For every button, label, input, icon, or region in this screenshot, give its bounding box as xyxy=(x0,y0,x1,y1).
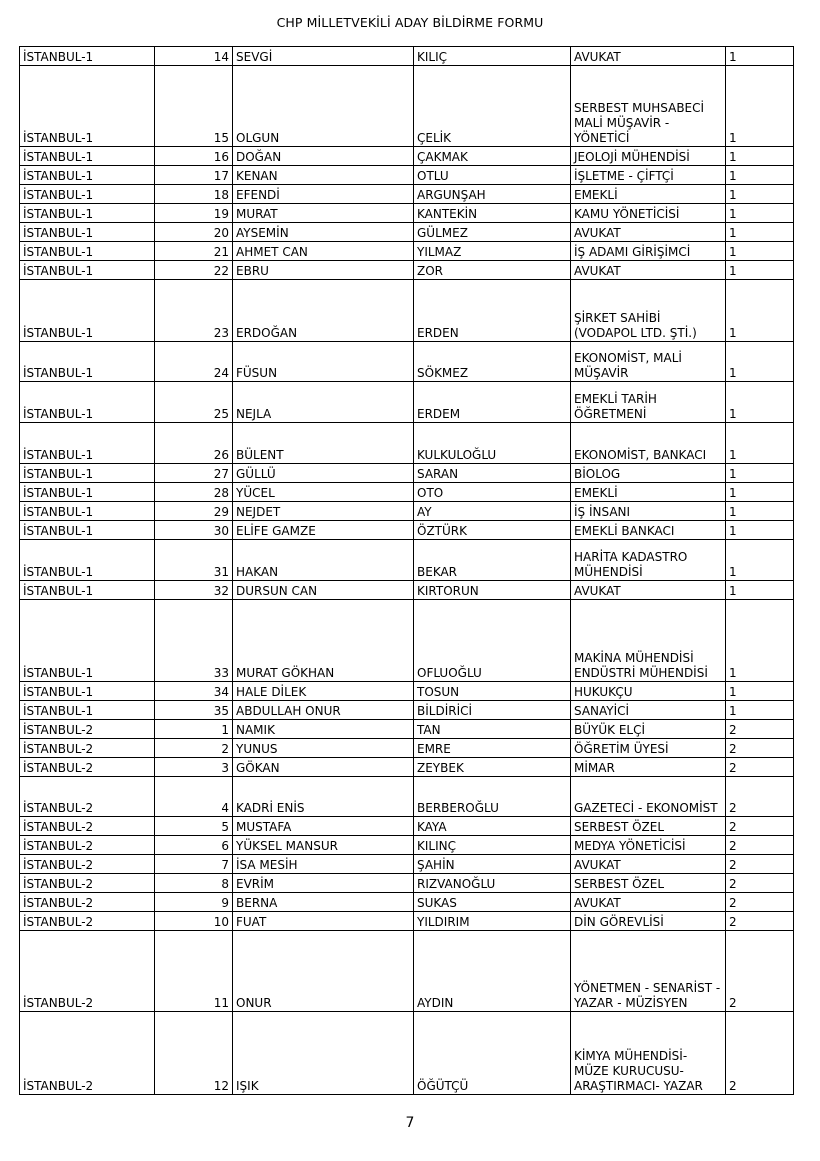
occupation-cell: AVUKAT xyxy=(571,261,726,280)
last-name-cell: EMRE xyxy=(414,739,571,758)
region-cell: İSTANBUL-2 xyxy=(20,893,155,912)
number-cell: 16 xyxy=(155,147,233,166)
region-cell: İSTANBUL-1 xyxy=(20,382,155,423)
table-row xyxy=(20,720,794,739)
occupation-cell: AVUKAT xyxy=(571,47,726,66)
first-name-cell: YUNUS xyxy=(233,739,414,758)
occupation-cell: EMEKLİ xyxy=(571,483,726,502)
occupation-cell: EMEKLİ xyxy=(571,185,726,204)
last-name-cell: SÖKMEZ xyxy=(414,342,571,382)
candidate-table xyxy=(19,46,794,1095)
occupation-cell: EKONOMİST, MALİ MÜŞAVİR xyxy=(571,342,726,382)
occupation-cell: MEDYA YÖNETİCİSİ xyxy=(571,836,726,855)
occupation-cell: BİOLOG xyxy=(571,464,726,483)
first-name-cell: AYSEMİN xyxy=(233,223,414,242)
number-cell: 1 xyxy=(155,720,233,739)
table-row xyxy=(20,874,794,893)
region-cell: İSTANBUL-1 xyxy=(20,261,155,280)
table-row xyxy=(20,912,794,931)
first-name-cell: OLGUN xyxy=(233,66,414,147)
occupation-cell: EMEKLİ TARİH ÖĞRETMENİ xyxy=(571,382,726,423)
first-name-cell: DURSUN CAN xyxy=(233,581,414,600)
table-row xyxy=(20,204,794,223)
last-name-cell: OFLUOĞLU xyxy=(414,600,571,682)
first-name-cell: MURAT xyxy=(233,204,414,223)
district-number-cell: 1 xyxy=(726,261,794,280)
district-number-cell: 1 xyxy=(726,581,794,600)
region-cell: İSTANBUL-2 xyxy=(20,836,155,855)
region-cell: İSTANBUL-1 xyxy=(20,47,155,66)
table-row xyxy=(20,423,794,464)
table-row xyxy=(20,502,794,521)
occupation-cell: KAMU YÖNETİCİSİ xyxy=(571,204,726,223)
first-name-cell: NEJDET xyxy=(233,502,414,521)
district-number-cell: 2 xyxy=(726,817,794,836)
last-name-cell: KILIÇ xyxy=(414,47,571,66)
occupation-cell: AVUKAT xyxy=(571,855,726,874)
table-row xyxy=(20,600,794,682)
district-number-cell: 1 xyxy=(726,242,794,261)
occupation-cell: SANAYİCİ xyxy=(571,701,726,720)
region-cell: İSTANBUL-2 xyxy=(20,739,155,758)
region-cell: İSTANBUL-1 xyxy=(20,581,155,600)
table-row xyxy=(20,521,794,540)
number-cell: 27 xyxy=(155,464,233,483)
last-name-cell: ÖZTÜRK xyxy=(414,521,571,540)
first-name-cell: SEVGİ xyxy=(233,47,414,66)
last-name-cell: ZOR xyxy=(414,261,571,280)
district-number-cell: 1 xyxy=(726,701,794,720)
number-cell: 18 xyxy=(155,185,233,204)
first-name-cell: GÜLLÜ xyxy=(233,464,414,483)
number-cell: 35 xyxy=(155,701,233,720)
table-row xyxy=(20,817,794,836)
region-cell: İSTANBUL-1 xyxy=(20,423,155,464)
number-cell: 20 xyxy=(155,223,233,242)
first-name-cell: KADRİ ENİS xyxy=(233,777,414,817)
number-cell: 6 xyxy=(155,836,233,855)
district-number-cell: 2 xyxy=(726,931,794,1012)
table-row xyxy=(20,855,794,874)
table-row xyxy=(20,242,794,261)
table-row xyxy=(20,47,794,66)
last-name-cell: ÇAKMAK xyxy=(414,147,571,166)
table-row xyxy=(20,483,794,502)
table-row xyxy=(20,223,794,242)
number-cell: 7 xyxy=(155,855,233,874)
region-cell: İSTANBUL-1 xyxy=(20,682,155,701)
first-name-cell: EFENDİ xyxy=(233,185,414,204)
last-name-cell: BERBEROĞLU xyxy=(414,777,571,817)
table-row xyxy=(20,931,794,1012)
district-number-cell: 1 xyxy=(726,382,794,423)
number-cell: 17 xyxy=(155,166,233,185)
district-number-cell: 1 xyxy=(726,223,794,242)
number-cell: 3 xyxy=(155,758,233,777)
occupation-cell: AVUKAT xyxy=(571,581,726,600)
first-name-cell: ONUR xyxy=(233,931,414,1012)
district-number-cell: 1 xyxy=(726,47,794,66)
district-number-cell: 1 xyxy=(726,342,794,382)
region-cell: İSTANBUL-2 xyxy=(20,720,155,739)
district-number-cell: 2 xyxy=(726,874,794,893)
district-number-cell: 2 xyxy=(726,777,794,817)
occupation-cell: DİN GÖREVLİSİ xyxy=(571,912,726,931)
table-row xyxy=(20,739,794,758)
number-cell: 31 xyxy=(155,540,233,581)
number-cell: 30 xyxy=(155,521,233,540)
occupation-cell: YÖNETMEN - SENARİST - YAZAR - MÜZİSYEN xyxy=(571,931,726,1012)
occupation-cell: MAKİNA MÜHENDİSİ ENDÜSTRİ MÜHENDİSİ xyxy=(571,600,726,682)
occupation-cell: İŞ İNSANI xyxy=(571,502,726,521)
occupation-cell: HUKUKÇU xyxy=(571,682,726,701)
last-name-cell: BİLDİRİCİ xyxy=(414,701,571,720)
number-cell: 19 xyxy=(155,204,233,223)
region-cell: İSTANBUL-2 xyxy=(20,912,155,931)
first-name-cell: YÜCEL xyxy=(233,483,414,502)
occupation-cell: MİMAR xyxy=(571,758,726,777)
number-cell: 28 xyxy=(155,483,233,502)
table-row xyxy=(20,893,794,912)
last-name-cell: RIZVANOĞLU xyxy=(414,874,571,893)
district-number-cell: 2 xyxy=(726,1012,794,1095)
number-cell: 8 xyxy=(155,874,233,893)
occupation-cell: JEOLOJİ MÜHENDİSİ xyxy=(571,147,726,166)
table-row xyxy=(20,581,794,600)
table-row xyxy=(20,682,794,701)
district-number-cell: 1 xyxy=(726,66,794,147)
first-name-cell: ERDOĞAN xyxy=(233,280,414,342)
number-cell: 29 xyxy=(155,502,233,521)
first-name-cell: GÖKAN xyxy=(233,758,414,777)
region-cell: İSTANBUL-1 xyxy=(20,540,155,581)
district-number-cell: 1 xyxy=(726,280,794,342)
candidate-table-body xyxy=(20,47,794,1095)
region-cell: İSTANBUL-1 xyxy=(20,66,155,147)
number-cell: 32 xyxy=(155,581,233,600)
first-name-cell: İSA MESİH xyxy=(233,855,414,874)
district-number-cell: 1 xyxy=(726,147,794,166)
first-name-cell: KENAN xyxy=(233,166,414,185)
district-number-cell: 2 xyxy=(726,893,794,912)
number-cell: 14 xyxy=(155,47,233,66)
region-cell: İSTANBUL-2 xyxy=(20,874,155,893)
number-cell: 26 xyxy=(155,423,233,464)
occupation-cell: İŞ ADAMI GİRİŞİMCİ xyxy=(571,242,726,261)
last-name-cell: ÖĞÜTÇÜ xyxy=(414,1012,571,1095)
region-cell: İSTANBUL-2 xyxy=(20,758,155,777)
table-row xyxy=(20,342,794,382)
last-name-cell: ZEYBEK xyxy=(414,758,571,777)
first-name-cell: YÜKSEL MANSUR xyxy=(233,836,414,855)
region-cell: İSTANBUL-1 xyxy=(20,204,155,223)
first-name-cell: ABDULLAH ONUR xyxy=(233,701,414,720)
first-name-cell: EVRİM xyxy=(233,874,414,893)
first-name-cell: NAMIK xyxy=(233,720,414,739)
last-name-cell: ŞAHİN xyxy=(414,855,571,874)
last-name-cell: KIRTORUN xyxy=(414,581,571,600)
last-name-cell: YILMAZ xyxy=(414,242,571,261)
first-name-cell: MURAT GÖKHAN xyxy=(233,600,414,682)
region-cell: İSTANBUL-2 xyxy=(20,817,155,836)
last-name-cell: ÇELİK xyxy=(414,66,571,147)
region-cell: İSTANBUL-2 xyxy=(20,777,155,817)
last-name-cell: BEKAR xyxy=(414,540,571,581)
last-name-cell: SUKAS xyxy=(414,893,571,912)
last-name-cell: TOSUN xyxy=(414,682,571,701)
last-name-cell: GÜLMEZ xyxy=(414,223,571,242)
table-row xyxy=(20,464,794,483)
last-name-cell: KAYA xyxy=(414,817,571,836)
occupation-cell: AVUKAT xyxy=(571,893,726,912)
occupation-cell: SERBEST MUHSABECİ MALİ MÜŞAVİR - YÖNETİCİ xyxy=(571,66,726,147)
region-cell: İSTANBUL-1 xyxy=(20,185,155,204)
first-name-cell: FUAT xyxy=(233,912,414,931)
district-number-cell: 1 xyxy=(726,682,794,701)
district-number-cell: 2 xyxy=(726,720,794,739)
first-name-cell: HALE DİLEK xyxy=(233,682,414,701)
last-name-cell: YILDIRIM xyxy=(414,912,571,931)
number-cell: 12 xyxy=(155,1012,233,1095)
first-name-cell: MUSTAFA xyxy=(233,817,414,836)
number-cell: 34 xyxy=(155,682,233,701)
district-number-cell: 1 xyxy=(726,540,794,581)
table-row xyxy=(20,166,794,185)
page-number: 7 xyxy=(405,1115,415,1131)
district-number-cell: 1 xyxy=(726,521,794,540)
district-number-cell: 2 xyxy=(726,739,794,758)
first-name-cell: AHMET CAN xyxy=(233,242,414,261)
region-cell: İSTANBUL-1 xyxy=(20,464,155,483)
first-name-cell: HAKAN xyxy=(233,540,414,581)
district-number-cell: 1 xyxy=(726,483,794,502)
district-number-cell: 1 xyxy=(726,166,794,185)
table-row xyxy=(20,185,794,204)
occupation-cell: KİMYA MÜHENDİSİ- MÜZE KURUCUSU- ARAŞTIRMACI- YAZAR xyxy=(571,1012,726,1095)
occupation-cell: SERBEST ÖZEL xyxy=(571,817,726,836)
occupation-cell: EMEKLİ BANKACI xyxy=(571,521,726,540)
region-cell: İSTANBUL-1 xyxy=(20,147,155,166)
last-name-cell: ERDEM xyxy=(414,382,571,423)
first-name-cell: IŞIK xyxy=(233,1012,414,1095)
table-row xyxy=(20,701,794,720)
table-row xyxy=(20,66,794,147)
table-row xyxy=(20,836,794,855)
last-name-cell: AY xyxy=(414,502,571,521)
occupation-cell: BÜYÜK ELÇİ xyxy=(571,720,726,739)
table-row xyxy=(20,540,794,581)
district-number-cell: 1 xyxy=(726,502,794,521)
number-cell: 24 xyxy=(155,342,233,382)
district-number-cell: 2 xyxy=(726,836,794,855)
number-cell: 21 xyxy=(155,242,233,261)
last-name-cell: ERDEN xyxy=(414,280,571,342)
number-cell: 10 xyxy=(155,912,233,931)
district-number-cell: 1 xyxy=(726,423,794,464)
region-cell: İSTANBUL-2 xyxy=(20,931,155,1012)
table-row xyxy=(20,758,794,777)
last-name-cell: AYDIN xyxy=(414,931,571,1012)
number-cell: 22 xyxy=(155,261,233,280)
last-name-cell: KULKULOĞLU xyxy=(414,423,571,464)
occupation-cell: AVUKAT xyxy=(571,223,726,242)
region-cell: İSTANBUL-1 xyxy=(20,483,155,502)
first-name-cell: BERNA xyxy=(233,893,414,912)
number-cell: 5 xyxy=(155,817,233,836)
number-cell: 23 xyxy=(155,280,233,342)
region-cell: İSTANBUL-2 xyxy=(20,855,155,874)
last-name-cell: ARGUNŞAH xyxy=(414,185,571,204)
table-row xyxy=(20,1012,794,1095)
last-name-cell: KILINÇ xyxy=(414,836,571,855)
occupation-cell: EKONOMİST, BANKACI xyxy=(571,423,726,464)
number-cell: 9 xyxy=(155,893,233,912)
occupation-cell: HARİTA KADASTRO MÜHENDİSİ xyxy=(571,540,726,581)
table-row xyxy=(20,382,794,423)
number-cell: 15 xyxy=(155,66,233,147)
occupation-cell: İŞLETME - ÇİFTÇİ xyxy=(571,166,726,185)
region-cell: İSTANBUL-1 xyxy=(20,166,155,185)
table-row xyxy=(20,147,794,166)
first-name-cell: EBRU xyxy=(233,261,414,280)
region-cell: İSTANBUL-2 xyxy=(20,1012,155,1095)
district-number-cell: 1 xyxy=(726,185,794,204)
last-name-cell: OTO xyxy=(414,483,571,502)
district-number-cell: 2 xyxy=(726,855,794,874)
last-name-cell: SARAN xyxy=(414,464,571,483)
number-cell: 33 xyxy=(155,600,233,682)
region-cell: İSTANBUL-1 xyxy=(20,223,155,242)
district-number-cell: 2 xyxy=(726,758,794,777)
last-name-cell: KANTEKİN xyxy=(414,204,571,223)
last-name-cell: TAN xyxy=(414,720,571,739)
table-row xyxy=(20,777,794,817)
district-number-cell: 1 xyxy=(726,600,794,682)
district-number-cell: 2 xyxy=(726,912,794,931)
region-cell: İSTANBUL-1 xyxy=(20,502,155,521)
occupation-cell: ÖĞRETİM ÜYESİ xyxy=(571,739,726,758)
number-cell: 2 xyxy=(155,739,233,758)
number-cell: 11 xyxy=(155,931,233,1012)
district-number-cell: 1 xyxy=(726,204,794,223)
page-title: CHP MİLLETVEKİLİ ADAY BİLDİRME FORMU xyxy=(276,15,544,30)
first-name-cell: NEJLA xyxy=(233,382,414,423)
table-row xyxy=(20,280,794,342)
region-cell: İSTANBUL-1 xyxy=(20,242,155,261)
region-cell: İSTANBUL-1 xyxy=(20,521,155,540)
first-name-cell: DOĞAN xyxy=(233,147,414,166)
last-name-cell: OTLU xyxy=(414,166,571,185)
occupation-cell: ŞİRKET SAHİBİ (VODAPOL LTD. ŞTİ.) xyxy=(571,280,726,342)
region-cell: İSTANBUL-1 xyxy=(20,600,155,682)
region-cell: İSTANBUL-1 xyxy=(20,280,155,342)
first-name-cell: ELİFE GAMZE xyxy=(233,521,414,540)
occupation-cell: GAZETECİ - EKONOMİST xyxy=(571,777,726,817)
district-number-cell: 1 xyxy=(726,464,794,483)
occupation-cell: SERBEST ÖZEL xyxy=(571,874,726,893)
first-name-cell: FÜSUN xyxy=(233,342,414,382)
number-cell: 25 xyxy=(155,382,233,423)
first-name-cell: BÜLENT xyxy=(233,423,414,464)
number-cell: 4 xyxy=(155,777,233,817)
region-cell: İSTANBUL-1 xyxy=(20,342,155,382)
region-cell: İSTANBUL-1 xyxy=(20,701,155,720)
table-row xyxy=(20,261,794,280)
